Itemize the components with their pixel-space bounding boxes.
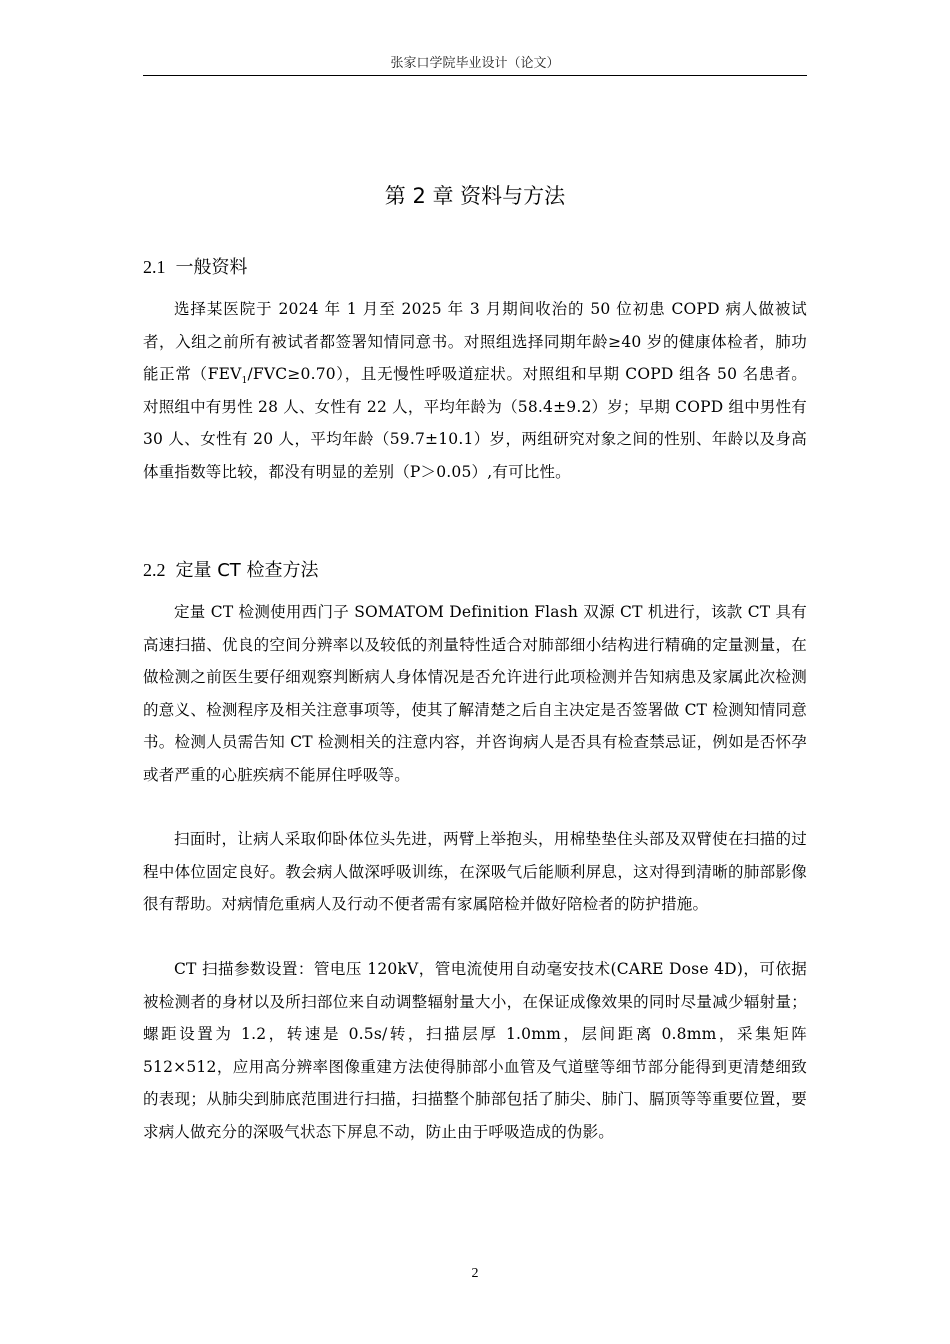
chapter-title: 第 2 章 资料与方法 xyxy=(384,184,566,208)
paragraph-scan-position: 扫面时，让病人采取仰卧体位头先进，两臂上举抱头，用棉垫垫住头部及双臂使在扫描的过程中体位固定良好。教会病人做深呼吸训练，在深吸气后能顺利屏息，这对得到清晰的肺部影像很有帮助。对病情危重病人及行动不便者需有家属陪检并做好陪检者的防护措施。 xyxy=(143,830,807,913)
section-heading-2-1 xyxy=(143,254,807,281)
paragraph-ct-overview: 定量 CT 检测使用西门子 SOMATOM Definition Flash 双源 CT 机进行，该款 CT 具有高速扫描、优良的空间分辨率以及较低的剂量特性适合对肺部细小结构进行精确的定量测量，在做检测之前医生要仔细观察判断病人身体情况是否允许进行此项检测并告知病患及家属此次检测的意义、检测程序及相关注意事项等，使其了解清楚之后自主决定是否签署做 CT 检测知情同意书。检测人员需告知 CT 检测相关的注意内容，并咨询病人是否具有检查禁忌证，例如是否怀孕或者严重的心脏疾病不能屏住呼吸等。 xyxy=(143,603,807,784)
paragraph-general-info xyxy=(143,293,807,488)
page-number: 2 xyxy=(471,1266,479,1281)
paragraph-scan-parameters: CT 扫描参数设置：管电压 120kV，管电流使用自动毫安技术(CARE Dose 4D)，可依据被检测者的身材以及所扫部位来自动调整辐射量大小，在保证成像效果的同时尽量减少辐射量；螺距设置为 1.2，转速是 0.5s/转，扫描层厚 1.0mm，层间距离 0.8mm，采集矩阵 512×512，应用高分辨率图像重建方法使得肺部小血管及气道壁等细节部分能得到更清楚细致的表现；从肺尖到肺底范围进行扫描，扫描整个肺部包括了肺尖、肺门、膈顶等等重要位置，要求病人做充分的深吸气状态下屏息不动，防止由于呼吸造成的伪影。 xyxy=(143,960,807,1141)
running-header: 张家口学院毕业设计（论文） xyxy=(390,56,560,71)
section-title: 定量 CT 检查方法 xyxy=(175,560,319,581)
section-number: 2.2 xyxy=(143,560,166,580)
paragraph-text: 选择某医院于 2024 年 1 月至 2025 年 3 月期间收治的 50 位初患 COPD 病人做被试者，入组之前所有被试者都签署知情同意书。对照组选择同期年龄≥40 岁的健康体检者，肺功能正常（FEV xyxy=(143,300,807,383)
paragraph-text: /FVC≥0.70），且无慢性呼吸道症状。对照组和早期 COPD 组各 50 名患者。对照组中有男性 28 人、女性有 22 人，平均年龄为（58.4±9.2）岁；早期 COPD 组中男性有 30 人、女性有 20 人，平均年龄（59.7±10.1）岁，两组研究对象之间的性别、年龄以及身高体重指数等比较，都没有明显的差别（P＞0.05）,有可比性。 xyxy=(143,365,807,481)
section-heading-2-2 xyxy=(143,557,807,584)
section-title: 一般资料 xyxy=(175,257,248,278)
section-number: 2.1 xyxy=(143,257,166,277)
subscript-text: 1 xyxy=(241,376,248,387)
header-divider xyxy=(143,75,807,76)
